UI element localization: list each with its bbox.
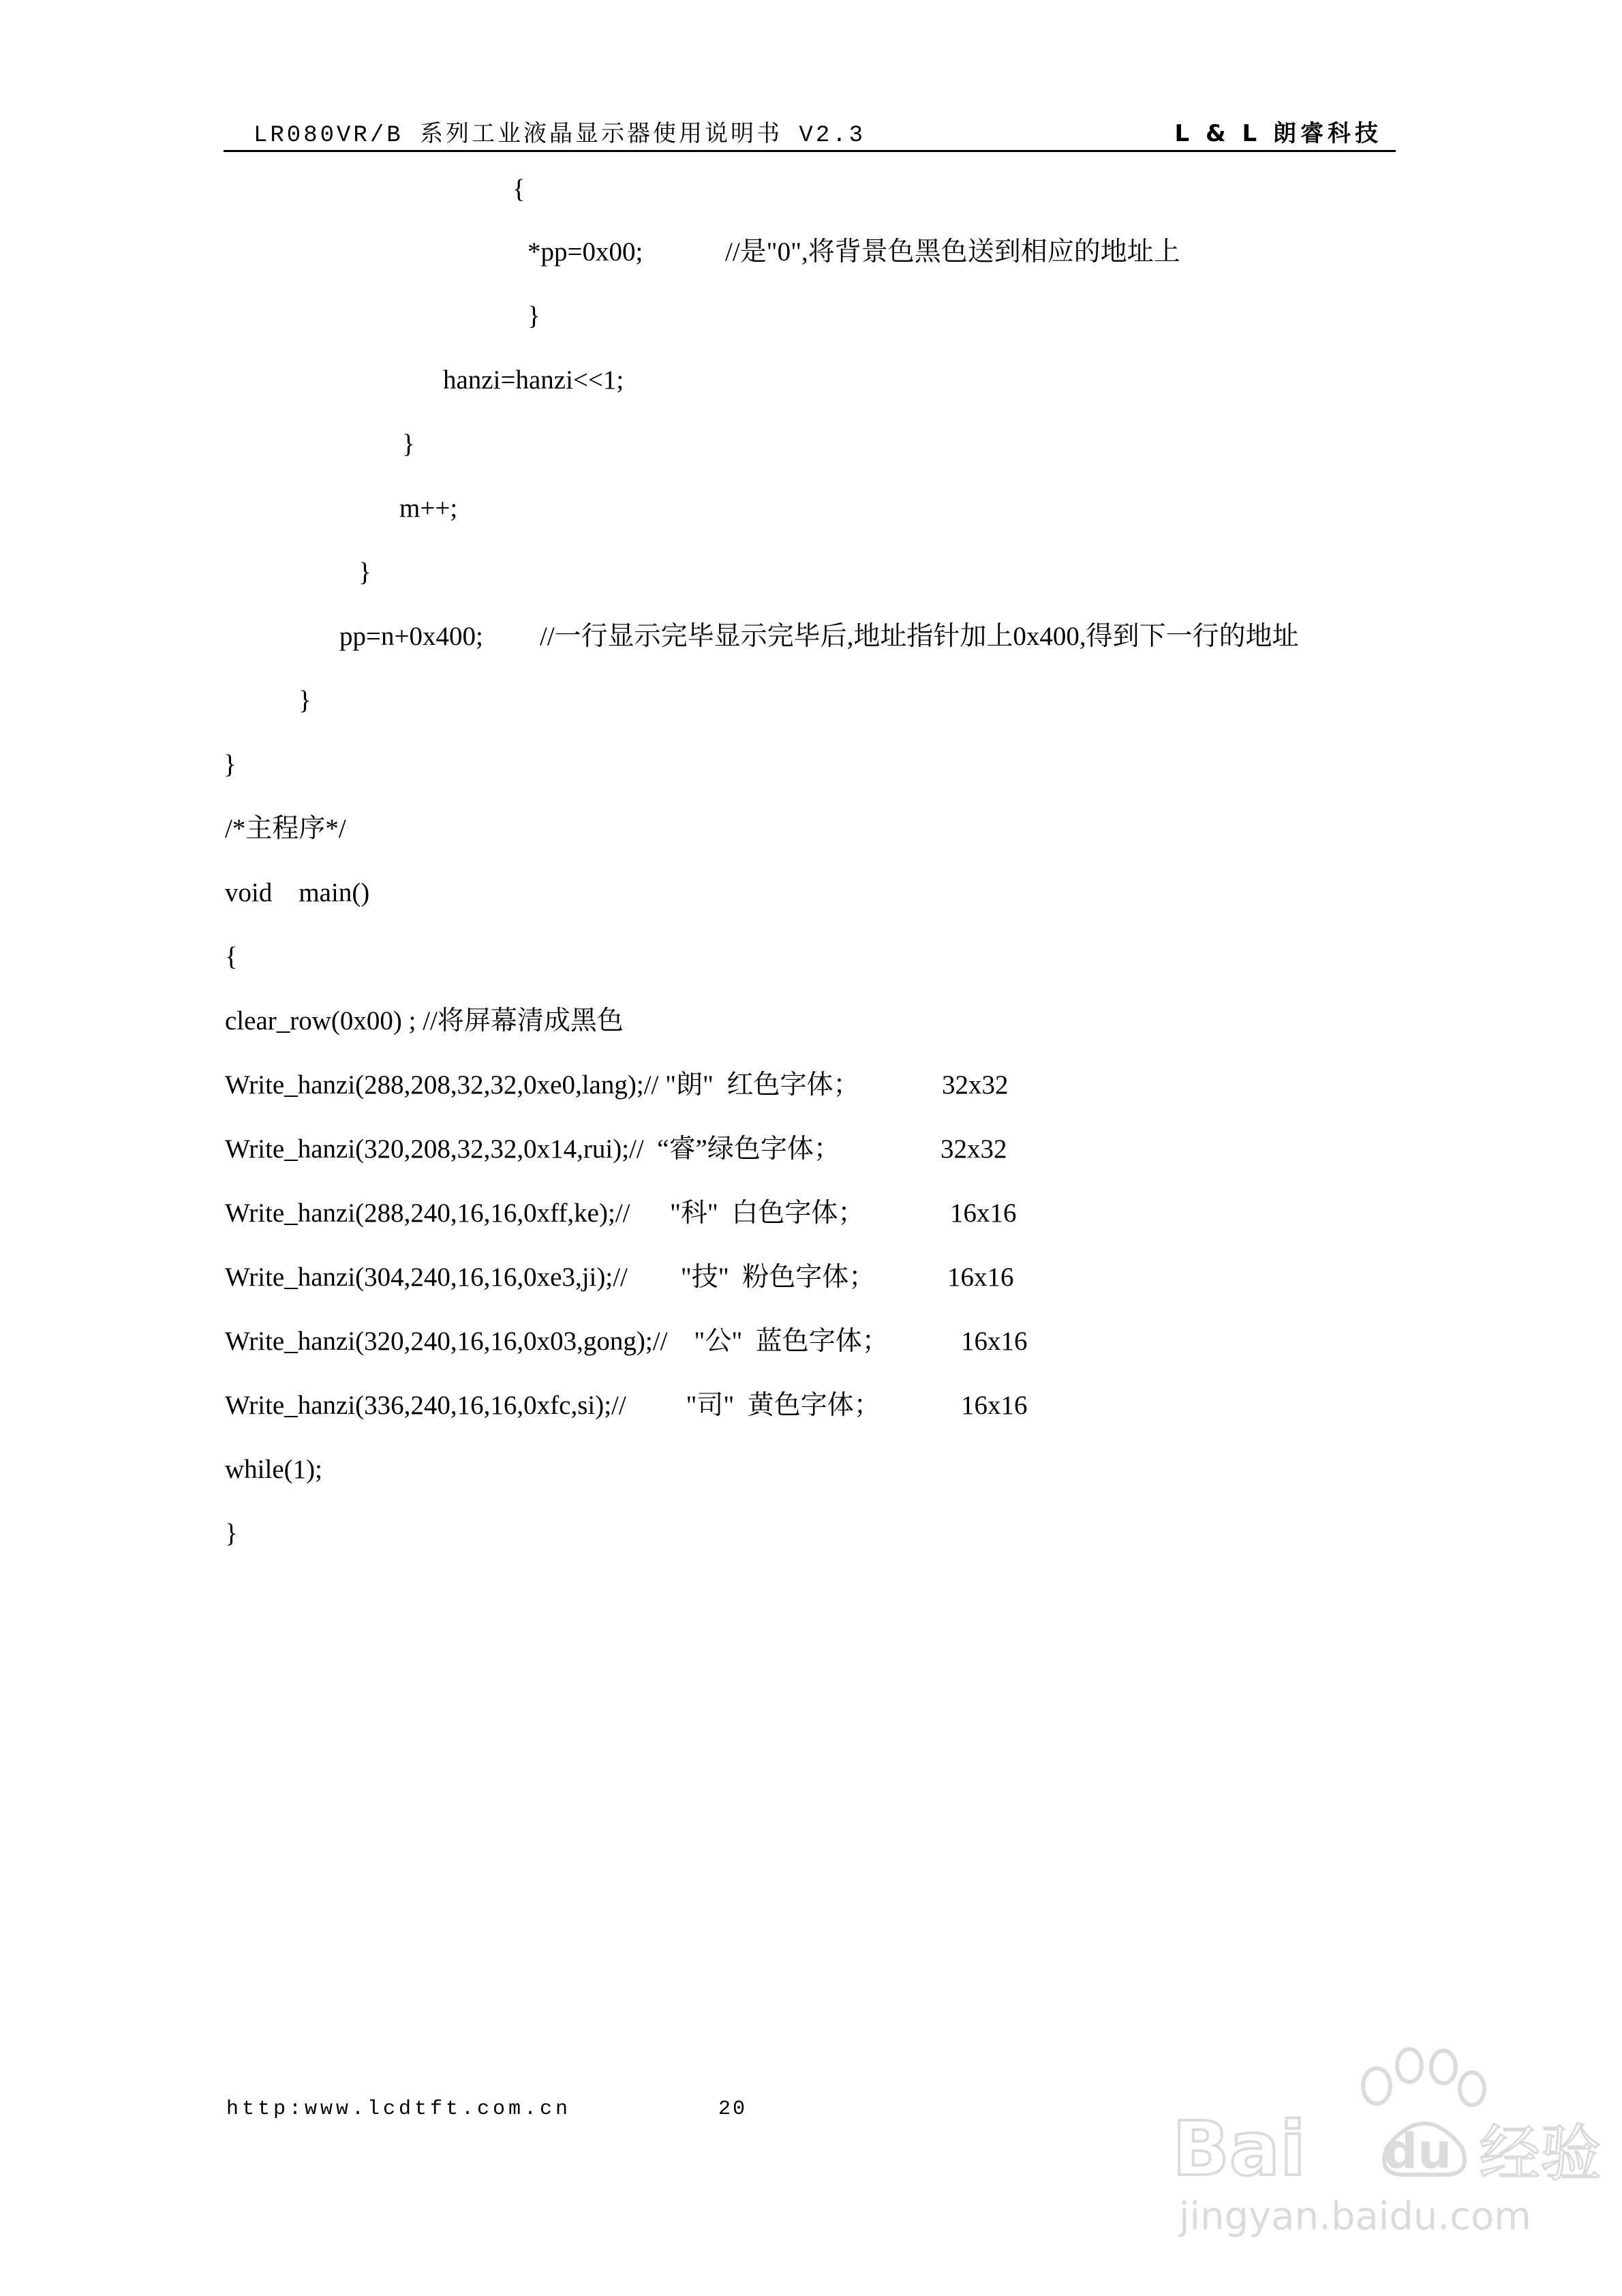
code-comment: 16x16 — [947, 1263, 1014, 1292]
code-line: { — [512, 175, 525, 204]
header-divider — [224, 150, 1396, 152]
code-line: } — [224, 750, 236, 779]
code-line: /*主程序*/ — [225, 814, 346, 843]
code-comment: 16x16 — [961, 1327, 1028, 1356]
code-line: *pp=0x00; //是"0",将背景色黑色送到相应的地址上 — [527, 237, 1180, 267]
code-comment: 16x16 — [950, 1198, 1017, 1228]
code-line: { — [225, 942, 238, 971]
header-title: LR080VR/B 系列工业液晶显示器使用说明书 V2.3 — [254, 123, 866, 149]
header-company: L & L 朗睿科技 — [1174, 120, 1382, 147]
code-line: } — [225, 1519, 238, 1548]
svg-text:du: du — [1383, 2124, 1452, 2179]
code-line: Write_hanzi(320,208,32,32,0x14,rui);// “睿”绿色字体； 32x32 — [225, 1134, 1007, 1164]
code-line: hanzi=hanzi<<1; — [443, 365, 624, 395]
svg-text:Bai: Bai — [1172, 2105, 1306, 2192]
code-line: while(1); — [225, 1455, 322, 1484]
page-number: 20 — [718, 2098, 748, 2121]
code-line: } — [402, 429, 415, 459]
code-line: pp=n+0x400; //一行显示完毕显示完毕后,地址指针加上0x400,得到下一行的地址 — [339, 622, 1299, 651]
code-line: } — [358, 558, 371, 587]
code-line: } — [299, 686, 311, 715]
code-comment: //是"0",将背景色黑色送到相应的地址上 — [725, 237, 1180, 267]
code-line: Write_hanzi(288,208,32,32,0xe0,lang);// "朗" 红色字体； 32x32 — [225, 1070, 1009, 1100]
code-comment: //一行显示完毕显示完毕后,地址指针加上0x400,得到下一行的地址 — [540, 622, 1299, 651]
svg-text:经验: 经验 — [1479, 2118, 1602, 2190]
code-line: Write_hanzi(336,240,16,16,0xfc,si);// "司" 黄色字体； 16x16 — [225, 1391, 1028, 1420]
code-comment: 32x32 — [942, 1070, 1009, 1100]
code-comment: 16x16 — [961, 1391, 1028, 1420]
code-line: Write_hanzi(288,240,16,16,0xff,ke);// "科" 白色字体； 16x16 — [225, 1198, 1017, 1228]
code-line: Write_hanzi(320,240,16,16,0x03,gong);// "公" 蓝色字体； 16x16 — [225, 1327, 1028, 1356]
svg-text:jingyan.baidu.com: jingyan.baidu.com — [1179, 2194, 1531, 2239]
footer-url: http:www.lcdtft.com.cn — [226, 2098, 572, 2121]
code-comment: 32x32 — [940, 1134, 1007, 1164]
code-line: clear_row(0x00) ; //将屏幕清成黑色 — [225, 1006, 624, 1036]
code-line: void main() — [225, 878, 370, 907]
code-line: } — [527, 301, 540, 331]
code-line: Write_hanzi(304,240,16,16,0xe3,ji);// "技" 粉色字体； 16x16 — [225, 1263, 1014, 1292]
baidu-watermark-logo — [1152, 2038, 1602, 2243]
code-line: m++; — [399, 494, 458, 523]
